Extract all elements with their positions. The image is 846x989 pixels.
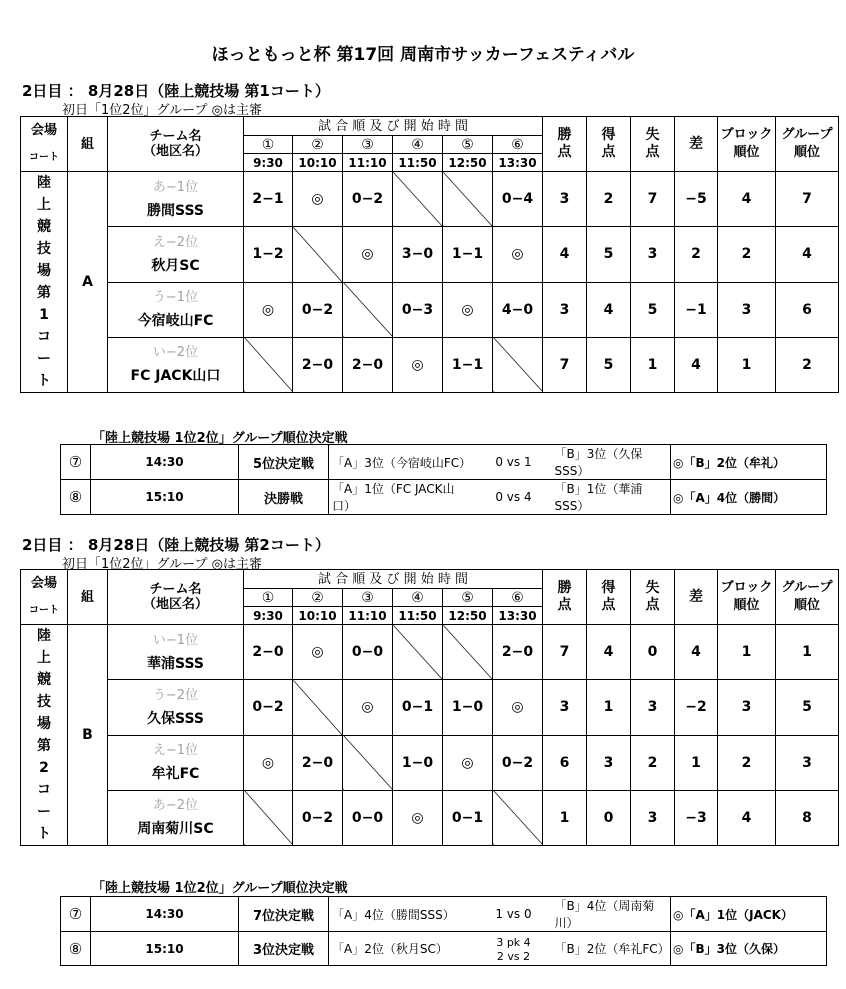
match-number-3: ③ [343,136,393,154]
finals-home-team: 「A」1位（FC JACK山口） [329,480,473,515]
stat-diff: −3 [675,790,718,845]
stat-gf: 5 [587,227,631,282]
block_rank-label: ブロック順位 [720,127,773,160]
finals-match-number: ⑧ [61,480,91,515]
match-time-5: 12:50 [443,607,493,625]
stat-grp: 5 [776,680,839,735]
section-1-finals-title: 「陸上競技場 1位2位」グループ順位決定戦 [92,431,348,446]
stat-block: 3 [718,282,776,337]
match-number-2: ② [293,589,343,607]
finals-row [61,445,827,480]
no-match-cell [443,625,493,680]
finals-away-team: 「B」4位（周南菊川） [555,897,671,932]
match-result: 0−2 [293,282,343,337]
stat-ga: 3 [631,227,675,282]
points-header [543,570,587,625]
no-match-cell [244,790,293,845]
stat-gf: 3 [587,735,631,790]
match-result: 3−0 [393,227,443,282]
stat-ga: 7 [631,172,675,227]
team-seed: う−2位 [152,687,199,703]
team-label: チーム名 [149,129,202,144]
table-row [21,625,839,680]
diff-header: 差 [675,570,718,625]
stat-diff: 1 [675,735,718,790]
stat-ga: 5 [631,282,675,337]
goals_for-header [587,570,631,625]
finals-referee: ◎「B」2位（牟礼） [671,445,827,480]
match-result: 0−2 [293,790,343,845]
stat-points: 3 [543,172,587,227]
team-name: 秋月SC [151,257,200,274]
stat-block: 1 [718,625,776,680]
block_rank-header [718,117,776,172]
no-match-cell [493,790,543,845]
team-header [108,570,244,625]
match-time-3: 11:10 [343,154,393,172]
match-result: ◎ [393,337,443,392]
team-name: 今宿岐山FC [137,313,214,330]
stat-ga: 3 [631,790,675,845]
stat-grp: 8 [776,790,839,845]
points-header [543,117,587,172]
finals-table-2 [60,896,827,966]
standings-table-2 [20,569,839,846]
goals_against-header [631,117,675,172]
finals-row [61,932,827,966]
finals-pk-score: 3 pk 4 [496,935,531,949]
team-header [108,117,244,172]
goals_for-label: 得点 [601,580,616,613]
district-label: （地区名） [142,144,208,159]
stat-grp: 1 [776,625,839,680]
goals_for-header [587,117,631,172]
stat-diff: 4 [675,337,718,392]
stat-diff: 4 [675,625,718,680]
team-seed: え−1位 [152,743,199,759]
match-number-5: ⑤ [443,589,493,607]
match-result: ◎ [493,680,543,735]
match-result: 2−1 [244,172,293,227]
stat-block: 4 [718,790,776,845]
match-result: 2−0 [244,625,293,680]
match-number-1: ① [244,136,293,154]
no-match-cell [293,227,343,282]
team-seed: い−2位 [152,345,199,361]
stat-gf: 4 [587,282,631,337]
match-result: 0−1 [393,680,443,735]
stat-points: 1 [543,790,587,845]
finals-score [473,897,555,932]
match-time-4: 11:50 [393,154,443,172]
finals-time: 14:30 [91,445,239,480]
match-result: ◎ [443,282,493,337]
section-1-subheading: 初日「1位2位」グループ ◎は主審 [62,103,262,118]
venue-label: 会場 [30,123,57,138]
team-name: FC JACK山口 [130,368,221,385]
finals-time: 15:10 [91,932,239,966]
team-name: 久保SSS [147,710,204,727]
group_rank-label: グループ順位 [781,580,833,613]
finals-match-number: ⑦ [61,445,91,480]
stat-points: 7 [543,337,587,392]
team-name: 周南菊川SC [137,821,214,838]
match-result: 1−0 [393,735,443,790]
stat-points: 7 [543,625,587,680]
match-result: 0−2 [343,172,393,227]
match-number-2: ② [293,136,343,154]
match-number-4: ④ [393,589,443,607]
team-cell [108,172,244,227]
stat-ga: 1 [631,337,675,392]
finals-referee: ◎「A」4位（勝間） [671,480,827,515]
match-time-4: 11:50 [393,607,443,625]
finals-away-team: 「B」2位（牟礼FC） [555,932,671,966]
stat-block: 2 [718,227,776,282]
team-cell [108,282,244,337]
section-2-finals-title: 「陸上競技場 1位2位」グループ順位決定戦 [92,881,348,896]
page-title: ほっともっと杯 第17回 周南市サッカーフェスティバル [211,45,635,65]
table-row [21,735,839,790]
finals-away-team: 「B」1位（華浦SSS） [555,480,671,515]
team-cell [108,625,244,680]
stat-ga: 2 [631,735,675,790]
match-result: 2−0 [293,735,343,790]
team-seed: あ−2位 [152,798,199,814]
stat-grp: 3 [776,735,839,790]
table-row [21,337,839,392]
match-time-5: 12:50 [443,154,493,172]
match-result: 1−2 [244,227,293,282]
team-cell [108,735,244,790]
table-row [21,282,839,337]
group_rank-label: グループ順位 [781,127,833,160]
schedule-header: 試 合 順 及 び 開 始 時 間 [244,570,543,589]
venue-text: 陸上競技場第2コート [37,628,51,842]
venue-court-label [21,172,68,393]
match-result: ◎ [343,227,393,282]
no-match-cell [393,172,443,227]
match-time-3: 11:10 [343,607,393,625]
match-result: 0−0 [343,790,393,845]
match-result: ◎ [293,625,343,680]
stat-gf: 5 [587,337,631,392]
match-number-4: ④ [393,136,443,154]
venue-text: 陸上競技場第1コート [37,175,51,389]
stat-grp: 2 [776,337,839,392]
finals-score-value: 2 vs 2 [496,949,531,963]
stat-points: 6 [543,735,587,790]
match-number-6: ⑥ [493,589,543,607]
finals-home-team: 「A」3位（今宿岐山FC） [329,445,473,480]
stat-block: 2 [718,735,776,790]
match-result: ◎ [493,227,543,282]
match-result: 1−1 [443,337,493,392]
no-match-cell [343,735,393,790]
match-result: ◎ [244,282,293,337]
match-result: 4−0 [493,282,543,337]
finals-score [473,932,555,966]
table-row [21,172,839,227]
match-result: 0−2 [493,735,543,790]
match-time-2: 10:10 [293,154,343,172]
match-number-3: ③ [343,589,393,607]
finals-type: 3位決定戦 [239,932,329,966]
points-label: 勝点 [557,580,572,613]
goals_against-label: 失点 [645,580,660,613]
group-label: B [68,625,108,846]
team-cell [108,337,244,392]
points-label: 勝点 [557,127,572,160]
no-match-cell [343,282,393,337]
match-time-6: 13:30 [493,154,543,172]
no-match-cell [393,625,443,680]
section-2-heading: 2日目 ： 8月28日（陸上競技場 第2コート） [22,536,330,554]
venue-header [21,570,68,625]
stat-gf: 0 [587,790,631,845]
stat-diff: −2 [675,680,718,735]
no-match-cell [293,680,343,735]
venue-header [21,117,68,172]
finals-row [61,480,827,515]
team-name: 勝間SSS [147,202,204,219]
finals-time: 14:30 [91,897,239,932]
finals-home-team: 「A」2位（秋月SC） [329,932,473,966]
team-cell [108,227,244,282]
stat-block: 3 [718,680,776,735]
group-header: 組 [68,570,108,625]
finals-type: 5位決定戦 [239,445,329,480]
group-label: A [68,172,108,393]
match-time-1: 9:30 [244,607,293,625]
match-result: 0−0 [343,625,393,680]
table-row [21,680,839,735]
stat-gf: 1 [587,680,631,735]
stat-block: 4 [718,172,776,227]
stat-ga: 0 [631,625,675,680]
stat-gf: 2 [587,172,631,227]
block_rank-label: ブロック順位 [720,580,773,613]
court-label: コート [29,152,59,163]
diff-header: 差 [675,117,718,172]
stat-gf: 4 [587,625,631,680]
team-seed: あ−1位 [152,179,199,195]
section-2-subheading: 初日「1位2位」グループ ◎は主審 [62,557,262,572]
team-seed: い−1位 [152,632,199,648]
finals-referee: ◎「A」1位（JACK） [671,897,827,932]
match-result: 2−0 [493,625,543,680]
finals-type: 7位決定戦 [239,897,329,932]
match-result: 1−1 [443,227,493,282]
no-match-cell [443,172,493,227]
standings-table-1 [20,116,839,393]
stat-points: 4 [543,227,587,282]
finals-row [61,897,827,932]
no-match-cell [493,337,543,392]
match-result: 0−2 [244,680,293,735]
stat-grp: 4 [776,227,839,282]
finals-home-team: 「A」4位（勝間SSS） [329,897,473,932]
match-time-6: 13:30 [493,607,543,625]
finals-score [473,445,555,480]
group_rank-header [776,117,839,172]
stat-diff: −5 [675,172,718,227]
stat-grp: 7 [776,172,839,227]
finals-score-value: 0 vs 1 [495,455,532,469]
stat-block: 1 [718,337,776,392]
match-result: 2−0 [293,337,343,392]
table-row [21,790,839,845]
venue-court-label [21,625,68,846]
match-result: ◎ [244,735,293,790]
finals-score [473,480,555,515]
match-number-6: ⑥ [493,136,543,154]
goals_for-label: 得点 [601,127,616,160]
match-number-5: ⑤ [443,136,493,154]
team-name: 華浦SSS [147,655,204,672]
team-label: チーム名 [149,582,202,597]
stat-grp: 6 [776,282,839,337]
match-number-1: ① [244,589,293,607]
goals_against-header [631,570,675,625]
group_rank-header [776,570,839,625]
no-match-cell [244,337,293,392]
finals-time: 15:10 [91,480,239,515]
match-result: 0−4 [493,172,543,227]
finals-match-number: ⑦ [61,897,91,932]
stat-points: 3 [543,282,587,337]
schedule-header: 試 合 順 及 び 開 始 時 間 [244,117,543,136]
team-seed: う−1位 [152,290,199,306]
match-result: 0−1 [443,790,493,845]
section-1-heading: 2日目 ： 8月28日（陸上競技場 第1コート） [22,82,330,100]
finals-score-value: 1 vs 0 [495,907,532,921]
match-time-1: 9:30 [244,154,293,172]
match-result: 1−0 [443,680,493,735]
match-result: ◎ [343,680,393,735]
finals-match-number: ⑧ [61,932,91,966]
team-name: 牟礼FC [151,766,200,783]
goals_against-label: 失点 [645,127,660,160]
match-result: ◎ [393,790,443,845]
match-time-2: 10:10 [293,607,343,625]
team-seed: え−2位 [152,234,199,250]
finals-table-1 [60,444,827,515]
stat-diff: −1 [675,282,718,337]
stat-points: 3 [543,680,587,735]
stat-diff: 2 [675,227,718,282]
match-result: ◎ [293,172,343,227]
court-label: コート [29,605,59,616]
table-row [21,227,839,282]
team-cell [108,790,244,845]
match-result: ◎ [443,735,493,790]
match-result: 2−0 [343,337,393,392]
group-header: 組 [68,117,108,172]
team-cell [108,680,244,735]
finals-type: 決勝戦 [239,480,329,515]
venue-label: 会場 [30,576,57,591]
stat-ga: 3 [631,680,675,735]
block_rank-header [718,570,776,625]
finals-referee: ◎「B」3位（久保） [671,932,827,966]
district-label: （地区名） [142,597,208,612]
match-result: 0−3 [393,282,443,337]
finals-score-value: 0 vs 4 [495,490,532,504]
finals-away-team: 「B」3位（久保SSS） [555,445,671,480]
